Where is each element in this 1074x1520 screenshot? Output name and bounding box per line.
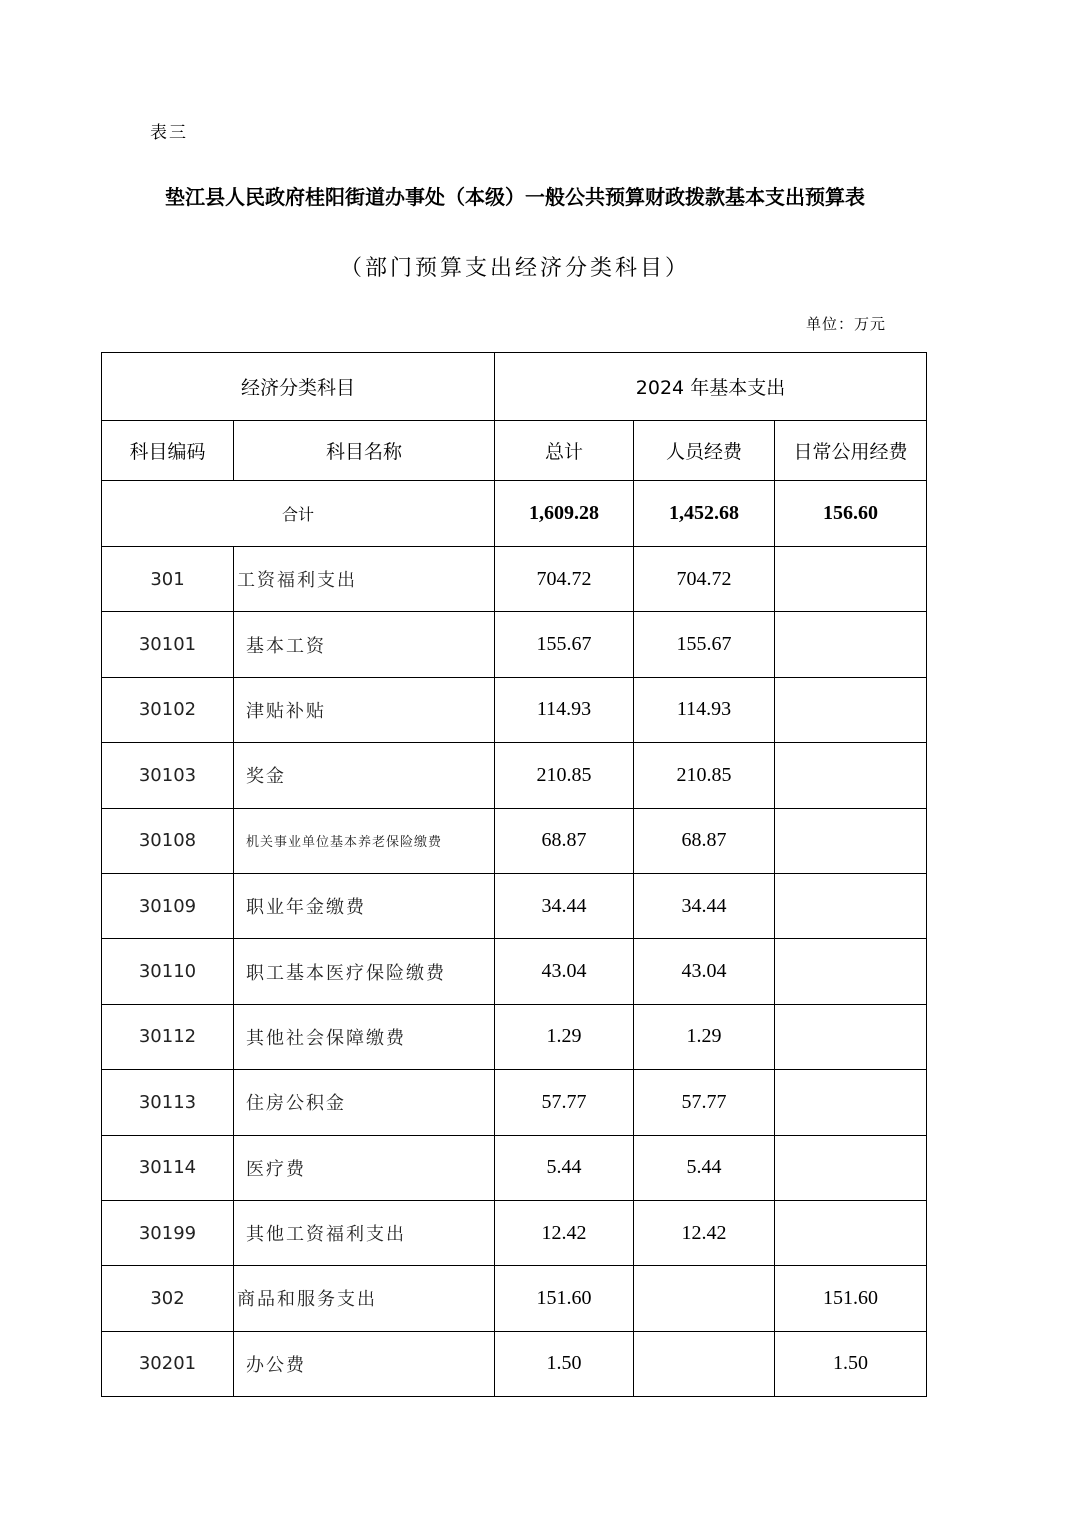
row-name: 职工基本医疗保险缴费 — [234, 939, 495, 1004]
table-row — [102, 1200, 927, 1265]
table-label: 表三 — [150, 123, 188, 143]
row-public — [775, 547, 927, 612]
row-public — [775, 677, 927, 742]
table-row — [102, 939, 927, 1004]
row-name: 机关事业单位基本养老保险缴费 — [234, 808, 495, 873]
row-name: 工资福利支出 — [234, 547, 495, 612]
row-name: 职业年金缴费 — [234, 873, 495, 938]
row-total: 12.42 — [495, 1200, 634, 1265]
row-total: 5.44 — [495, 1135, 634, 1200]
table-row — [102, 743, 927, 808]
row-public — [775, 743, 927, 808]
row-public — [775, 1200, 927, 1265]
row-total: 704.72 — [495, 547, 634, 612]
table-row — [102, 808, 927, 873]
unit-note: 单位：万元 — [806, 315, 887, 333]
row-public — [775, 808, 927, 873]
row-name: 医疗费 — [234, 1135, 495, 1200]
row-public — [775, 1135, 927, 1200]
row-personnel: 1.29 — [634, 1004, 775, 1069]
row-name: 奖金 — [234, 743, 495, 808]
row-total: 34.44 — [495, 873, 634, 938]
row-name: 住房公积金 — [234, 1070, 495, 1135]
row-personnel — [634, 1266, 775, 1331]
row-public: 1.50 — [775, 1331, 927, 1396]
table-row — [102, 1135, 927, 1200]
header-public: 日常公用经费 — [775, 421, 927, 481]
header-name: 科目名称 — [234, 421, 495, 481]
row-code: 30201 — [102, 1331, 234, 1396]
row-personnel: 12.42 — [634, 1200, 775, 1265]
row-public: 151.60 — [775, 1266, 927, 1331]
table-row — [102, 547, 927, 612]
table-row — [102, 1070, 927, 1135]
row-name: 津贴补贴 — [234, 677, 495, 742]
row-personnel: 5.44 — [634, 1135, 775, 1200]
row-personnel: 210.85 — [634, 743, 775, 808]
document-subtitle: （部门预算支出经济分类科目） — [339, 256, 690, 281]
row-personnel: 34.44 — [634, 873, 775, 938]
row-total: 1.50 — [495, 1331, 634, 1396]
row-public — [775, 612, 927, 677]
table-row — [102, 1266, 927, 1331]
row-personnel — [634, 1331, 775, 1396]
table-row — [102, 677, 927, 742]
header-code: 科目编码 — [102, 421, 234, 481]
row-total: 43.04 — [495, 939, 634, 1004]
row-code: 30110 — [102, 939, 234, 1004]
row-public — [775, 873, 927, 938]
total-public: 156.60 — [775, 481, 927, 547]
row-code: 30103 — [102, 743, 234, 808]
table-row — [102, 612, 927, 677]
row-code: 30199 — [102, 1200, 234, 1265]
row-public — [775, 1070, 927, 1135]
row-total: 210.85 — [495, 743, 634, 808]
total-sum: 1,609.28 — [495, 481, 634, 547]
header-row-top — [102, 353, 927, 421]
row-code: 301 — [102, 547, 234, 612]
row-personnel: 114.93 — [634, 677, 775, 742]
row-code: 30109 — [102, 873, 234, 938]
row-personnel: 68.87 — [634, 808, 775, 873]
row-code: 30101 — [102, 612, 234, 677]
header-personnel: 人员经费 — [634, 421, 775, 481]
row-code: 30114 — [102, 1135, 234, 1200]
row-name: 办公费 — [234, 1331, 495, 1396]
budget-table — [101, 352, 927, 1397]
row-total: 68.87 — [495, 808, 634, 873]
row-total: 114.93 — [495, 677, 634, 742]
table-row — [102, 873, 927, 938]
row-name: 基本工资 — [234, 612, 495, 677]
row-public — [775, 1004, 927, 1069]
row-code: 30102 — [102, 677, 234, 742]
row-name: 其他工资福利支出 — [234, 1200, 495, 1265]
total-personnel: 1,452.68 — [634, 481, 775, 547]
row-personnel: 43.04 — [634, 939, 775, 1004]
total-label: 合计 — [102, 481, 495, 547]
document-title: 垫江县人民政府桂阳街道办事处（本级）一般公共预算财政拨款基本支出预算表 — [165, 185, 865, 209]
row-name: 其他社会保障缴费 — [234, 1004, 495, 1069]
row-total: 57.77 — [495, 1070, 634, 1135]
row-code: 30112 — [102, 1004, 234, 1069]
table-row — [102, 1004, 927, 1069]
row-personnel: 704.72 — [634, 547, 775, 612]
row-code: 30108 — [102, 808, 234, 873]
header-econ-category: 经济分类科目 — [102, 353, 495, 421]
header-row-columns — [102, 421, 927, 481]
row-code: 30113 — [102, 1070, 234, 1135]
row-code: 302 — [102, 1266, 234, 1331]
header-basic-expenditure: 2024 年基本支出 — [495, 353, 927, 421]
row-personnel: 57.77 — [634, 1070, 775, 1135]
row-total: 151.60 — [495, 1266, 634, 1331]
row-name: 商品和服务支出 — [234, 1266, 495, 1331]
total-row — [102, 481, 927, 547]
row-public — [775, 939, 927, 1004]
header-total: 总计 — [495, 421, 634, 481]
row-total: 1.29 — [495, 1004, 634, 1069]
row-total: 155.67 — [495, 612, 634, 677]
row-personnel: 155.67 — [634, 612, 775, 677]
table-row — [102, 1331, 927, 1396]
